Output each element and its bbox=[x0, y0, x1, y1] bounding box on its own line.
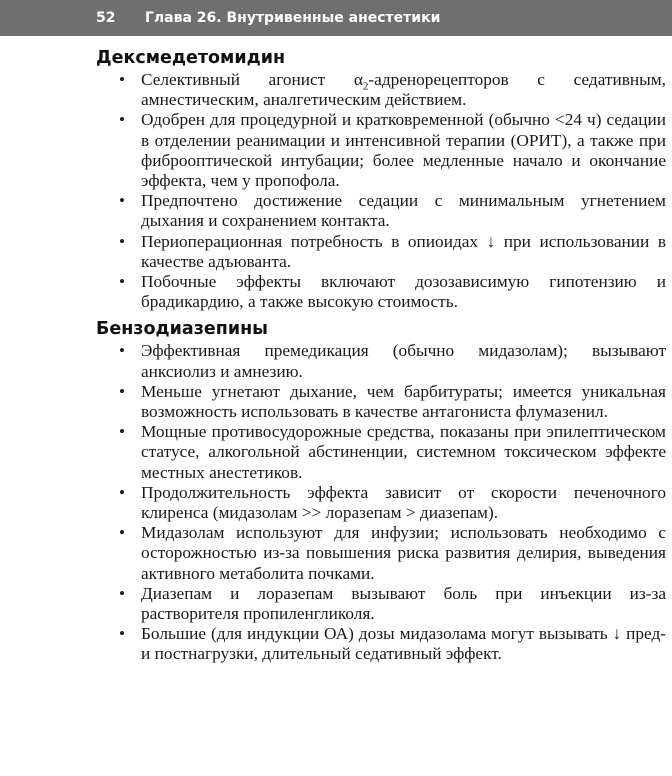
bullet-icon: • bbox=[119, 341, 125, 361]
bullet-icon: • bbox=[119, 624, 125, 644]
item-text-post: -адренорецепторов с седативным, амнестическим, аналгетическим действием. bbox=[141, 70, 666, 110]
item-text: Периоперационная потребность в опиоидах ↓ при использовании в качестве адъюванта. bbox=[141, 231, 666, 271]
bullet-icon: • bbox=[119, 110, 125, 130]
list-item bbox=[96, 382, 666, 422]
bullet-icon: • bbox=[119, 482, 125, 502]
list-item bbox=[96, 422, 666, 483]
bullet-icon: • bbox=[119, 523, 125, 543]
section-title-dexmedetomidine: Дексмедетомидин bbox=[96, 48, 286, 68]
list-item bbox=[96, 523, 666, 584]
list-item bbox=[96, 584, 666, 624]
item-text: Продолжительность эффекта зависит от скорости печеночного клиренса (мидазолам >> лоразепам > диазепам). bbox=[141, 482, 666, 523]
item-subscript: 2 bbox=[362, 80, 369, 93]
dexmedetomidine-list bbox=[96, 70, 666, 312]
bullet-icon: • bbox=[119, 70, 125, 89]
bullet-icon: • bbox=[119, 191, 125, 211]
item-text: Одобрен для процедурной и кратковременной (обычно <24 ч) седации в отделении реанимации и интенсивной терапии (ОРИТ), а также при фиброоптической интубации; более медленные начало и окончание эффекта, чем у пропофола. bbox=[141, 110, 666, 191]
list-item bbox=[96, 232, 666, 272]
list-item bbox=[96, 191, 666, 231]
item-text: Мидазолам используют для инфузии; использовать необходимо с осторожностью из-за повышения риска развития делирия, выведения активного метаболита почками. bbox=[141, 523, 666, 583]
item-text: Меньше угнетают дыхание, чем барбитураты; имеется уникальная возможность использовать в качестве антагониста флумазенил. bbox=[141, 381, 666, 422]
list-item bbox=[96, 70, 666, 110]
page-body bbox=[96, 46, 666, 665]
item-text: Эффективная премедикация (обычно мидазолам); вызывают анксиолиз и амнезию. bbox=[141, 341, 666, 381]
item-text: Диазепам и лоразепам вызывают боль при инъекции из-за растворителя пропиленгликоля. bbox=[141, 583, 666, 624]
chapter-title: Глава 26. Внутривенные анестетики bbox=[145, 10, 441, 26]
list-item bbox=[96, 624, 666, 664]
item-text: Мощные противосудорожные средства, показаны при эпилептическом статусе, алкогольной абстиненции, системном токсическом эффекте местных анестетиков. bbox=[141, 422, 666, 482]
bullet-icon: • bbox=[119, 231, 125, 251]
section-title-benzodiazepines: Бензодиазепины bbox=[96, 319, 269, 340]
bullet-icon: • bbox=[119, 583, 125, 603]
item-text: Предпочтено достижение седации с минимальным угнетением дыхания и сохранением контакта. bbox=[141, 191, 666, 231]
item-text: Большие (для индукции ОА) дозы мидазолама могут вызывать ↓ пред- и постнагрузки, длительный седативный эффект. bbox=[141, 624, 666, 664]
list-item bbox=[96, 110, 666, 191]
list-item bbox=[96, 272, 666, 312]
page-number: 52 bbox=[96, 10, 116, 26]
bullet-icon: • bbox=[119, 422, 125, 442]
list-item bbox=[96, 483, 666, 523]
list-item bbox=[96, 341, 666, 381]
item-text: Побочные эффекты включают дозозависимую гипотензию и брадикардию, а также высокую стоимость. bbox=[141, 272, 666, 312]
bullet-icon: • bbox=[119, 381, 125, 401]
item-text-pre: Селективный агонист α bbox=[141, 70, 363, 89]
bullet-icon: • bbox=[119, 272, 125, 292]
running-header bbox=[0, 0, 672, 36]
benzodiazepines-list bbox=[96, 341, 666, 664]
